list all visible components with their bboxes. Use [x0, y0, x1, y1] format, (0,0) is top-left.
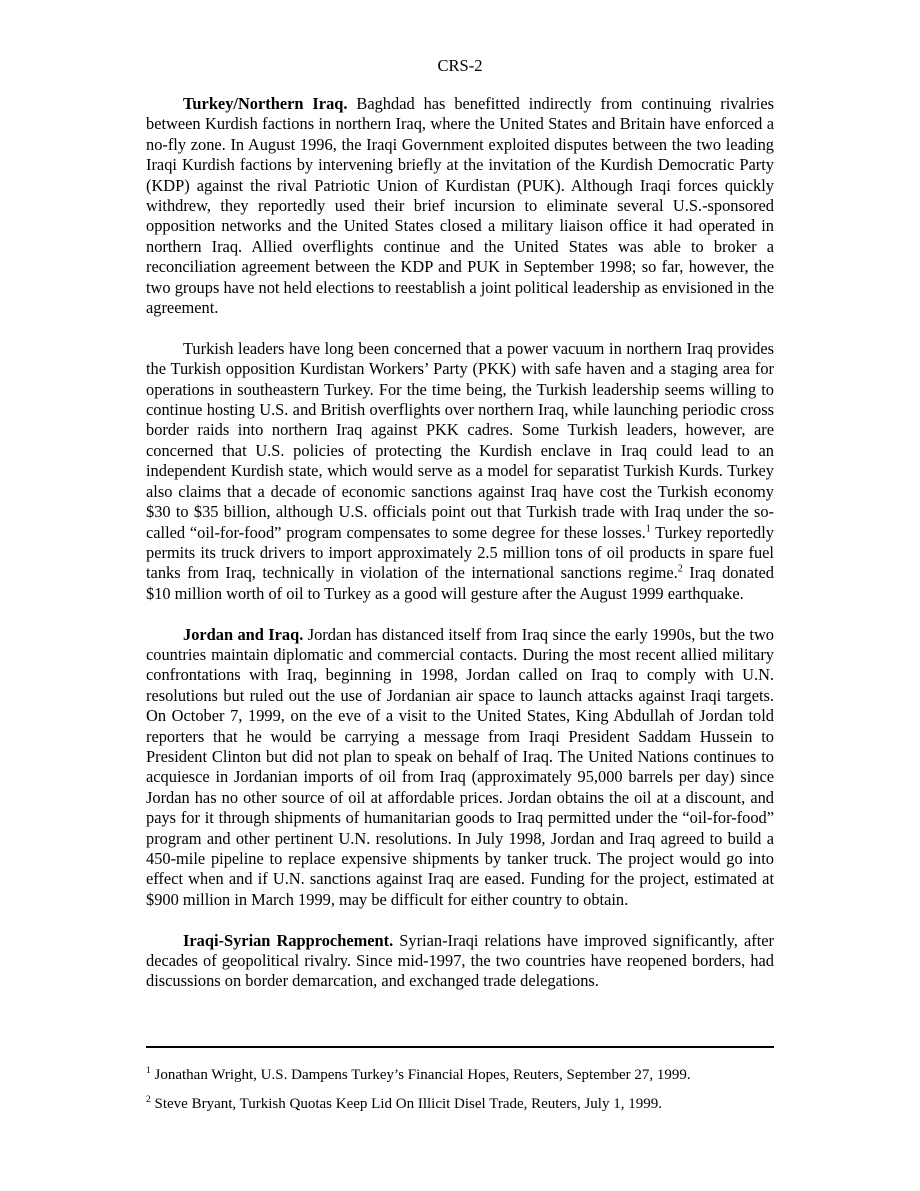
paragraph-text: Jordan has distanced itself from Iraq since the early 1990s, but the two countries maintain diplomatic and commercial contacts. During the most recent allied military confrontations with Iraq, beginning in 1998, Jordan called on Iraq to comply with U.N. resolutions but ruled out the use of Jordanian air space to launch attacks against Iraqi targets. On October 7, 1999, on the eve of a visit to the United States, King Abdullah of Jordan told reporters that he would be carrying a message from Iraqi President Saddam Hussein to President Clinton but did not plan to speak on behalf of Iraq. The United Nations continues to acquiesce in Jordanian imports of oil from Iraq (approximately 95,000 barrels per day) since Jordan has no other source of oil at affordable prices. Jordan obtains the oil at a discount, and pays for it through shipments of humanitarian goods to Iraq permitted under the “oil-for-food” program and other pertinent U.N. resolutions. In July 1998, Jordan and Iraq agreed to build a 450-mile pipeline to replace expensive shipments by tanker truck. The project would go into effect when and if U.N. sanctions against Iraq are eased. Funding for the project, estimated at $900 million in March 1999, may be difficult for either country to obtain. — [146, 624, 774, 909]
footnote-text: Steve Bryant, Turkish Quotas Keep Lid On Illicit Disel Trade, Reuters, July 1, 1999. — [150, 1096, 662, 1112]
footnote-1 — [146, 1066, 774, 1085]
footnote-marker: 2 — [146, 1095, 151, 1105]
footnote-2 — [146, 1095, 774, 1114]
section-heading-turkey-northern-iraq: Turkey/Northern Iraq. — [183, 94, 348, 113]
footnote-reference-1: 1 — [645, 523, 651, 535]
paragraph-turkish-leaders — [146, 339, 774, 604]
footnote-reference-2: 2 — [677, 563, 683, 575]
section-heading-jordan-and-iraq: Jordan and Iraq. — [183, 624, 304, 644]
report-body — [146, 94, 774, 992]
paragraph-text: Turkish leaders have long been concerned that a power vacuum in northern Iraq provides the Turkish opposition Kurdistan Workers’ Party (PKK) with safe haven and a staging area for operations in southeastern Turkey. For the time being, the Turkish leadership seems willing to continue hosting U.S. and British overflights over northern Iraq, while launching periodic cross border raids into northern Iraq against PKK cadres. Some Turkish leaders, however, are concerned that U.S. policies of protecting the Kurdish enclave in Iraq could lead to an independent Kurdish state, which would serve as a model for separatist Turkish Kurds. Turkey also claims that a decade of economic sanctions against Iraq have cost the Turkish economy $30 to $35 billion, although U.S. officials point out that Turkish trade with Iraq under the so-called “oil-for-food” program compensates to some degree for these losses. — [146, 338, 774, 542]
paragraph-text: Turkey reportedly permits its truck drivers to import approximately 2.5 million tons of oil products in spare fuel tanks from Iraq, technically in violation of the international sanctions regime. — [146, 522, 774, 583]
footnotes — [146, 1066, 774, 1124]
paragraph-text: Iraq donated $10 million worth of oil to Turkey as a good will gesture after the August 1999 earthquake. — [146, 563, 774, 603]
paragraph-jordan-and-iraq — [146, 625, 774, 911]
paragraph-iraqi-syrian-rapprochement — [146, 931, 774, 992]
footnote-divider — [146, 1046, 774, 1048]
page-number-header: CRS-2 — [437, 56, 483, 75]
footnote-text: Jonathan Wright, U.S. Dampens Turkey’s Financial Hopes, Reuters, September 27, 1999. — [150, 1067, 691, 1083]
paragraph-turkey-northern-iraq — [146, 94, 774, 318]
section-heading-iraqi-syrian-rapprochement: Iraqi-Syrian Rapprochement. — [183, 930, 394, 950]
paragraph-text: Baghdad has benefitted indirectly from continuing rivalries between Kurdish factions in northern Iraq, where the United States and Britain have enforced a no-fly zone. In August 1996, the Iraqi Government exploited disputes between the two leading Iraqi Kurdish factions by intervening briefly at the invitation of the Kurdish Democratic Party (KDP) against the rival Patriotic Union of Kurdistan (PUK). Although Iraqi forces quickly withdrew, they reportedly used their brief incursion to eliminate several U.S.-sponsored opposition networks and the United States closed a military liaison office it had operated in northern Iraq. Allied overflights continue and the United States was able to broker a reconciliation agreement between the KDP and PUK in September 1998; so far, however, the two groups have not held elections to reestablish a joint political leadership as envisioned in the agreement. — [146, 94, 774, 318]
footnote-marker: 1 — [146, 1066, 151, 1076]
paragraph-text: Syrian-Iraqi relations have improved significantly, after decades of geopolitical rivalry. Since mid-1997, the two countries have reopened borders, had discussions on border demarcation, and exchanged trade delegations. — [146, 930, 774, 991]
